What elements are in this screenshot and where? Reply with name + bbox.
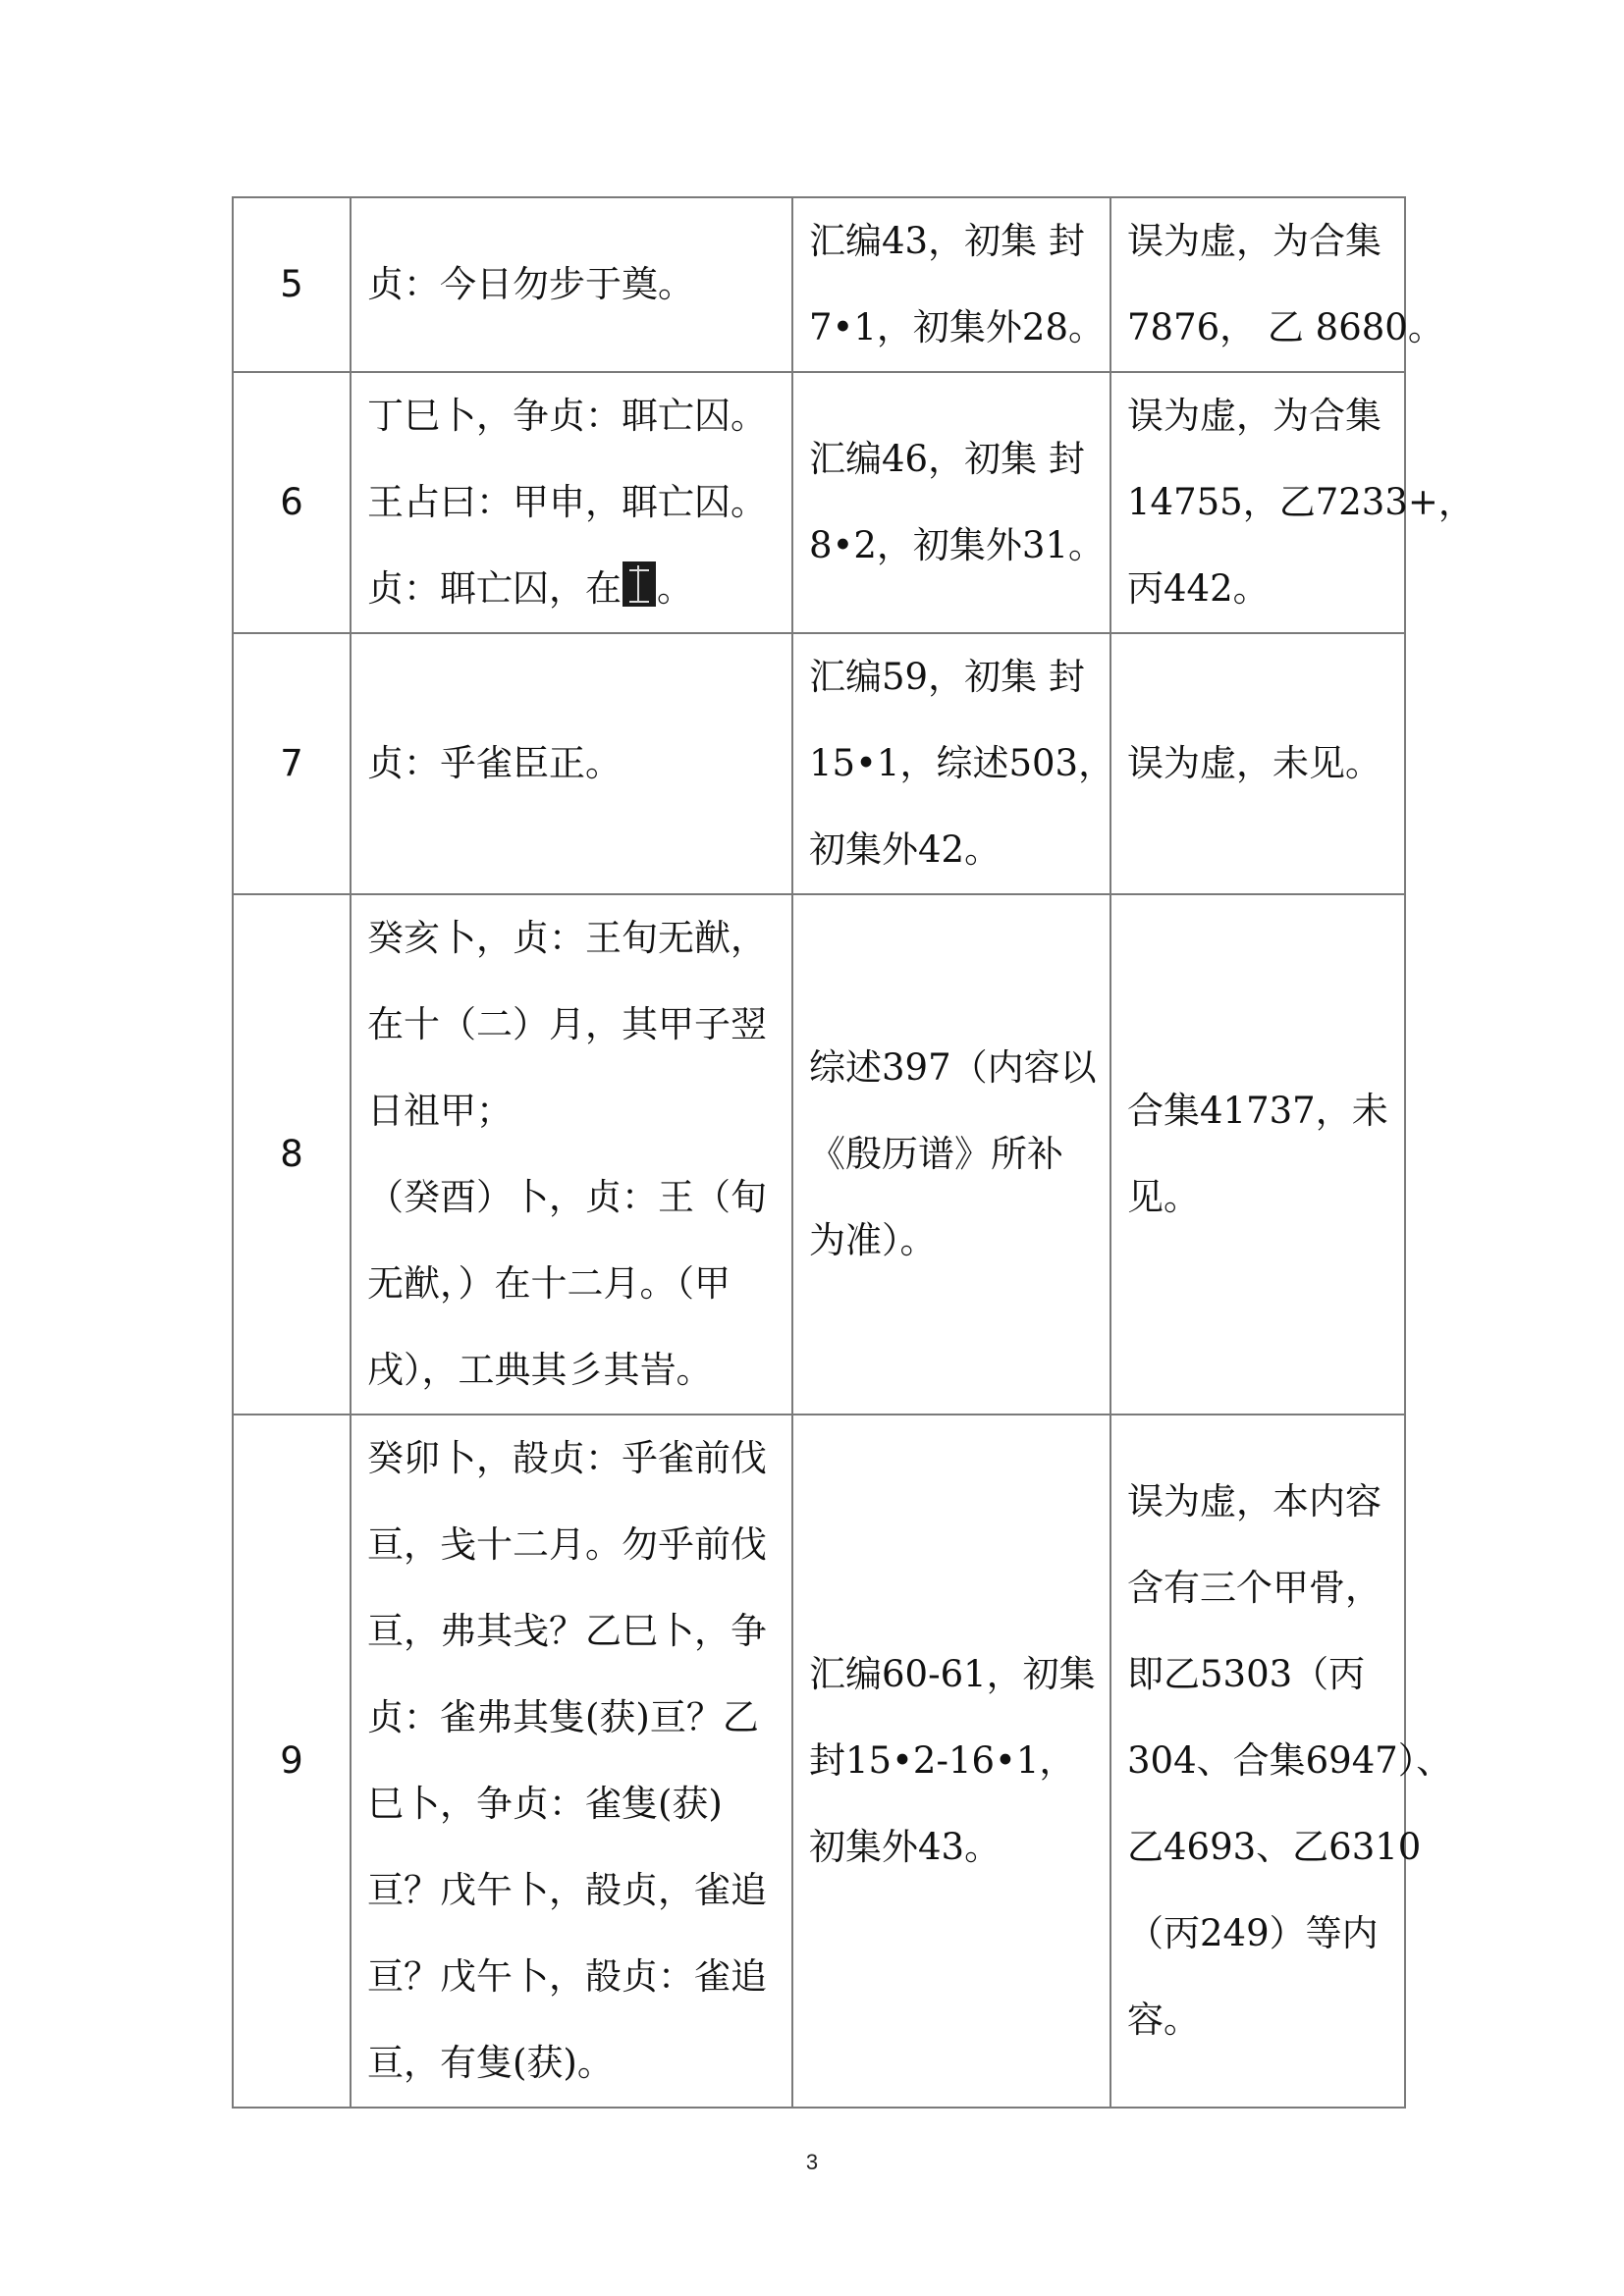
note-line: 误为虚，为合集 (1127, 220, 1381, 262)
source-cell (792, 197, 1110, 372)
note-line: 见。 (1127, 1176, 1200, 1218)
note-cell (1110, 633, 1405, 894)
source-cell (792, 633, 1115, 894)
source-line: 汇编46，初集 封 (809, 438, 1085, 480)
page-number: 3 (805, 2150, 819, 2174)
note-cell (1110, 372, 1475, 633)
source-line: 初集外42。 (809, 828, 1001, 871)
table-row-8 (233, 894, 1405, 1415)
table-row-6 (233, 372, 1405, 633)
source-line: 汇编43，初集 封 (809, 220, 1085, 262)
note-cell (1110, 197, 1444, 372)
inscription-line: 癸卯卜，㱿贞：乎雀前伐 (367, 1437, 767, 1479)
source-line: 初集外43。 (809, 1826, 1001, 1868)
source-line: 综述397（内容以 (809, 1046, 1097, 1089)
note-line: 14755，乙7233+， (1127, 481, 1475, 523)
note-line: 即乙5303（丙 (1127, 1653, 1366, 1695)
inscription-line: 巳卜，争贞：雀隻(获) (367, 1783, 723, 1825)
row-number: 9 (233, 1415, 351, 2108)
inscription-line: 王占曰：甲申，聑亡囚。 (367, 481, 767, 523)
note-line: 304、合集6947）、 (1127, 1739, 1453, 1782)
inscription-line: 癸亥卜，贞：王旬无猷， (367, 917, 767, 959)
note-cell (1110, 1415, 1453, 2108)
source-line: 7•1，初集外28。 (809, 306, 1105, 348)
source-line: 15•1，综述503， (809, 742, 1115, 784)
oracle-bone-glyph-icon (623, 561, 656, 607)
note-line: 合集41737，未 (1127, 1090, 1388, 1132)
row-number: 6 (233, 372, 351, 633)
source-line: 汇编60-61，初集 (809, 1653, 1096, 1695)
source-cell (792, 894, 1110, 1415)
inscription-cell (351, 894, 792, 1415)
inscription-line: 丁巳卜，争贞：聑亡囚。 (367, 395, 767, 437)
note-line: 含有三个甲骨， (1127, 1567, 1381, 1609)
inscription-line: 亘，弗其戋？乙巳卜，争 (367, 1610, 767, 1652)
row-number: 5 (233, 197, 351, 372)
inscription-line: 贞：雀弗其隻(获)亘？乙 (367, 1696, 759, 1738)
table-row-7 (233, 633, 1405, 894)
inscription-line: 无猷，）在十二月。（甲 (367, 1262, 731, 1305)
inscription-line: 贞：乎雀臣正。 (367, 742, 622, 784)
source-cell (792, 372, 1110, 633)
inscription-line-start: 贞：聑亡囚，在 (367, 567, 622, 610)
inscription-line: 亘？戊午卜，㱿贞，雀追 (367, 1869, 767, 1911)
table-row-9 (233, 1415, 1405, 2108)
source-line: 8•2，初集外31。 (809, 524, 1105, 566)
inscription-line (367, 546, 776, 632)
inscription-cell (351, 372, 792, 633)
inscription-cell (351, 633, 792, 894)
inscription-line: 亘，有隻(获)。 (367, 2042, 614, 2084)
note-cell (1110, 894, 1405, 1415)
row-number: 8 (233, 894, 351, 1415)
row-number: 7 (233, 633, 351, 894)
note-line: 误为虚，未见。 (1127, 742, 1381, 784)
note-line: 乙4693、乙6310 (1127, 1826, 1422, 1868)
inscription-line: 日祖甲； (367, 1090, 513, 1132)
inscription-line: 亘？戊午卜，㱿贞：雀追 (367, 1955, 767, 1998)
inscription-line: 亘，戋十二月。勿乎前伐 (367, 1523, 767, 1566)
inscription-line: 在十（二）月，其甲子翌 (367, 1003, 767, 1045)
inscription-cell (351, 1415, 792, 2108)
table-row-5 (233, 197, 1405, 372)
note-line: 误为虚，本内容 (1127, 1480, 1381, 1522)
note-line: 7876， 乙 8680。 (1127, 306, 1444, 348)
source-cell (792, 1415, 1110, 2108)
note-line: 容。 (1127, 1999, 1200, 2041)
source-line: 为准）。 (809, 1219, 937, 1261)
note-line: 误为虚，为合集 (1127, 395, 1381, 437)
inscription-line: （癸酉）卜，贞：王（旬 (367, 1176, 767, 1218)
inscription-line: 戌），工典其彡其峕。 (367, 1349, 713, 1391)
inscription-cell (351, 197, 792, 372)
note-line: 丙442。 (1127, 567, 1270, 610)
records-table (232, 196, 1475, 2109)
note-line: （丙249）等内 (1127, 1912, 1379, 1954)
inscription-line-end: 。 (657, 567, 693, 610)
source-line: 《殷历谱》所补 (809, 1133, 1063, 1175)
inscription-line: 贞：今日勿步于奠。 (367, 263, 694, 305)
source-line: 汇编59，初集 封 (809, 656, 1085, 698)
source-line: 封15•2-16•1， (809, 1739, 1076, 1782)
